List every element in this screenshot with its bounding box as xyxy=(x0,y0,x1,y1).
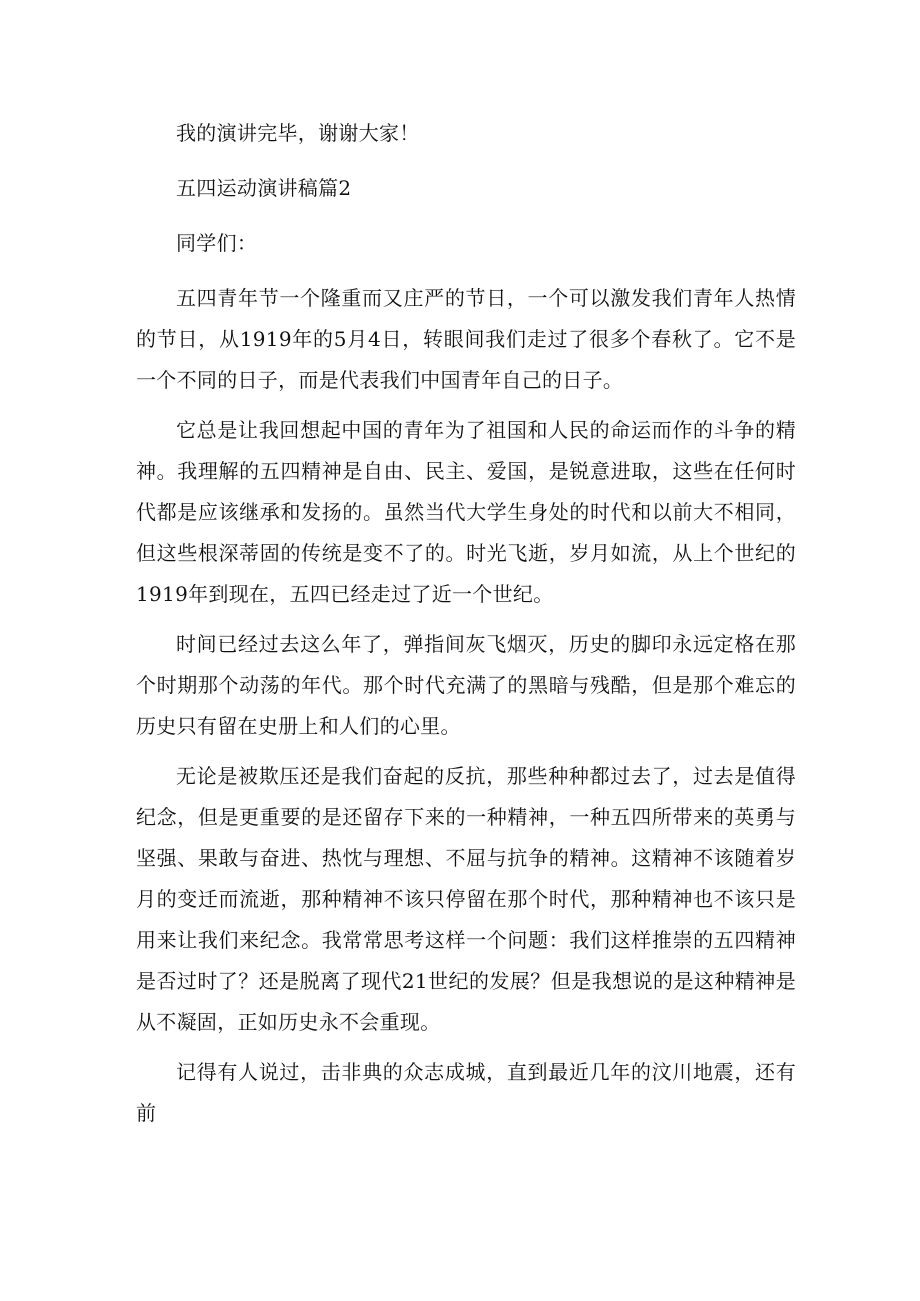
paragraph: 记得有人说过，击非典的众志成城，直到最近几年的汶川地震，还有前 xyxy=(136,1060,796,1125)
document-body xyxy=(136,113,796,1143)
paragraph: 五四青年节一个隆重而又庄严的节日，一个可以激发我们青年人热情的节日，从1919年的5月4日，转眼间我们走过了很多个春秋了。它不是一个不同的日子，而是代表我们中国青年自己的日子。 xyxy=(136,286,796,392)
section-title: 五四运动演讲稿篇2 xyxy=(176,176,352,200)
closing-line: 我的演讲完毕，谢谢大家！ xyxy=(176,121,420,145)
paragraph: 无论是被欺压还是我们奋起的反抗，那些种种都过去了，过去是值得纪念，但是更重要的是还留存下来的一种精神，一种五四所带来的英勇与坚强、果敢与奋进、热忱与理想、不屈与抗争的精神。这精神不该随着岁月的变迁而流逝，那种精神不该只停留在那个时代，那种精神也不该只是用来让我们来纪念。我常常思考这样一个问题：我们这样推崇的五四精神是否过时了？还是脱离了现代21世纪的发展？但是我想说的是这种精神是从不凝固，正如历史永不会重现。 xyxy=(136,764,796,1034)
paragraph: 时间已经过去这么年了，弹指间灰飞烟灭，历史的脚印永远定格在那个时期那个动荡的年代。那个时代充满了的黑暗与残酷，但是那个难忘的历史只有留在史册上和人们的心里。 xyxy=(136,632,796,738)
salutation: 同学们： xyxy=(176,231,258,255)
paragraph: 它总是让我回想起中国的青年为了祖国和人民的命运而作的斗争的精神。我理解的五四精神是自由、民主、爱国，是锐意进取，这些在任何时代都是应该继承和发扬的。虽然当代大学生身处的时代和以前大不相同，但这些根深蒂固的传统是变不了的。时光飞逝，岁月如流，从上个世纪的1919年到现在，五四已经走过了近一个世纪。 xyxy=(136,418,796,606)
